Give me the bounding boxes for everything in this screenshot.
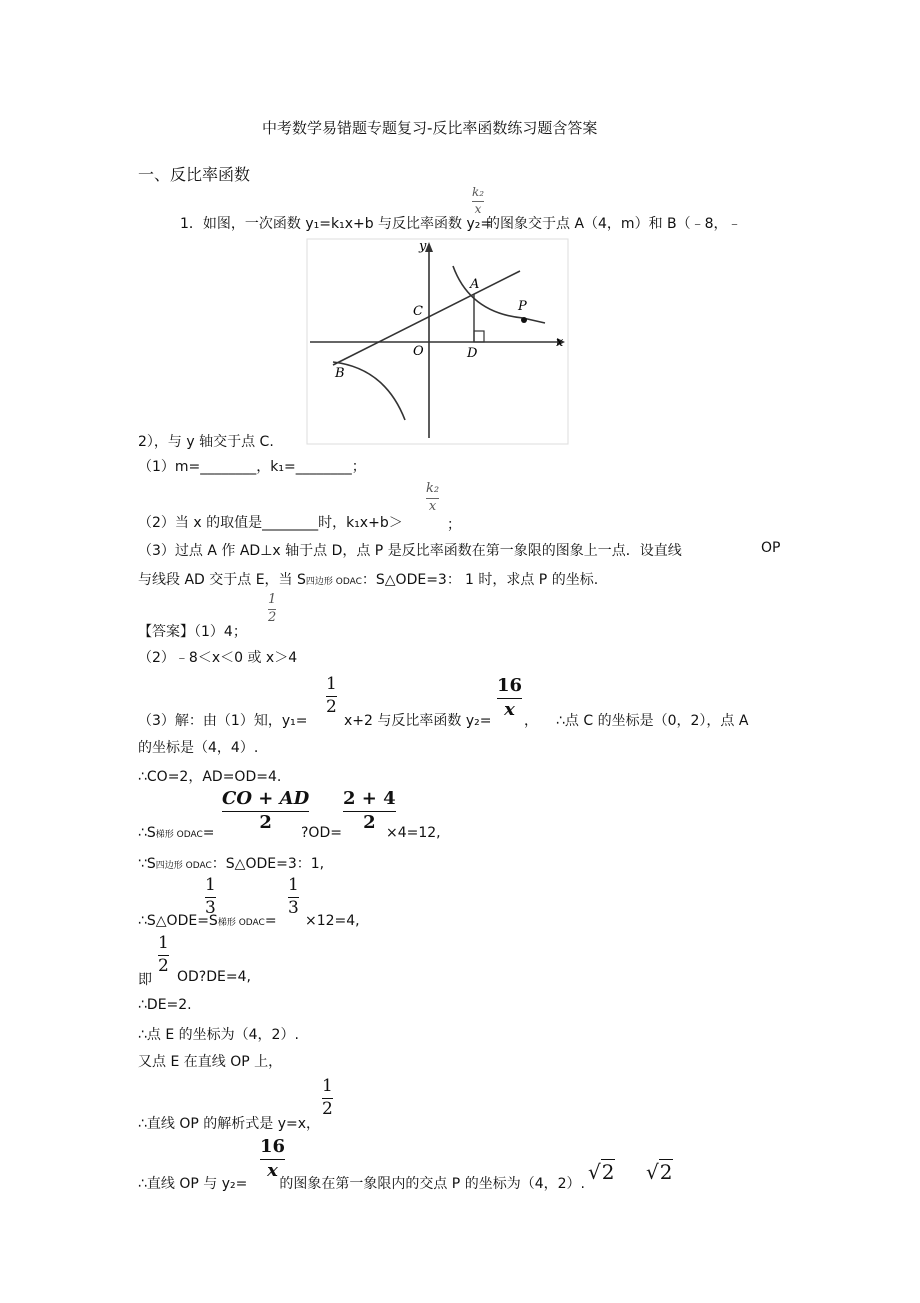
answer-part-2: （2）﹣8＜x＜0 或 x＞4 — [138, 650, 298, 666]
step-area-ode-result: ×12=4, — [305, 913, 360, 929]
fraction-k2-over-x: k₂ x — [472, 185, 485, 216]
question-2: （2）当 x 的取值是________时，k₁x+b＞ — [138, 515, 403, 531]
step-half-od-de-tail: OD?DE=4, — [177, 969, 251, 985]
answer-part-3-line-1: （3）解：由（1）知，y₁= — [138, 713, 308, 729]
problem-line-2: 2），与 y 轴交于点 C. — [138, 434, 274, 450]
answer-part-3-line-2: 的坐标是（4，4）. — [138, 740, 259, 756]
problem-line-1: 1．如图，一次函数 y₁=k₁x+b 与反比率函数 y₂= — [180, 216, 493, 232]
step-ratio: ∵S四边形 ODAC：S△ODE=3：1, — [138, 856, 325, 872]
fraction-one-half-od: 1 2 — [158, 933, 169, 976]
function-graph-figure — [305, 238, 570, 446]
label-c: C — [413, 304, 423, 319]
question-3-line-a-tail: OP — [761, 540, 781, 556]
label-a: A — [470, 277, 480, 292]
fraction-co-plus-ad-over-2: CO + AD 2 — [222, 788, 310, 833]
fraction-one-half-op: 1 2 — [322, 1076, 333, 1119]
label-x: x — [556, 335, 564, 350]
answer-part-3-line-1c: ∴点 C 的坐标是（0，2），点 A — [556, 713, 749, 729]
label-y: y — [419, 239, 427, 254]
fraction-16-over-x-final: 16 x — [260, 1136, 286, 1181]
question-2-tail: ； — [447, 517, 461, 533]
step-area-ode: ∴S△ODE=S梯形 ODAC= — [138, 913, 277, 929]
fraction-16-over-x: 16 x — [497, 675, 523, 720]
label-p: P — [518, 299, 527, 314]
fraction-one-half-y1: 1 2 — [326, 674, 337, 717]
fraction-one-third-b: 1 3 — [288, 875, 299, 918]
question-3-line-b-tail: 1 时，求点 P 的坐标. — [465, 572, 599, 588]
answer-head: 【答案】（1）4； — [138, 624, 247, 640]
question-3-line-a: （3）过点 A 作 AD⊥x 轴于点 D，点 P 是反比率函数在第一象限的图象上一点．设直线 — [138, 543, 682, 559]
step-area-od: ?OD= — [301, 825, 342, 841]
step-point-e: ∴点 E 的坐标为（4，2）. — [138, 1027, 299, 1043]
section-heading: 一、反比率函数 — [138, 165, 251, 184]
page-title: 中考数学易错题专题复习-反比率函数练习题含答案 — [262, 119, 598, 137]
sqrt-two-a: √2 — [588, 1160, 615, 1184]
step-area-result: ×4=12, — [386, 825, 441, 841]
fraction-one-half-answer: 1 2 — [268, 592, 277, 625]
point-p — [521, 317, 527, 323]
question-1: （1）m=________，k₁=________； — [138, 459, 366, 475]
hyperbola-branch-q1 — [453, 266, 545, 323]
sqrt-two-b: √2 — [646, 1160, 673, 1184]
step-intersection-p: ∴直线 OP 与 y₂= 的图象在第一象限内的交点 P 的坐标为（4，2）. — [138, 1176, 585, 1192]
answer-part-3-comma: ， — [524, 713, 538, 729]
label-b: B — [335, 366, 345, 381]
fraction-one-third-a: 1 3 — [205, 875, 216, 918]
step-area-trapezoid: ∴S梯形 ODAC= — [138, 825, 215, 841]
label-o: O — [413, 344, 424, 359]
linear-function-line — [333, 271, 520, 365]
right-angle-mark — [474, 331, 484, 342]
label-d: D — [467, 346, 478, 361]
fraction-2-plus-4-over-2: 2 + 4 2 — [343, 788, 396, 833]
step-half-od-de: 即 — [138, 972, 152, 988]
step-de: ∴DE=2. — [138, 997, 192, 1013]
step-line-op: ∴直线 OP 的解析式是 y=x， — [138, 1116, 321, 1132]
answer-part-3-line-1b: x+2 与反比率函数 y₂= — [344, 713, 492, 729]
fraction-k2-over-x-q2: k₂ x — [426, 481, 440, 514]
problem-line-1-tail: 的图象交于点 A（4，m）和 B（﹣8，﹣ — [486, 216, 742, 232]
question-3-line-b: 与线段 AD 交于点 E，当 S四边形 ODAC：S△ODE=3： — [138, 572, 461, 588]
step-e-on-op: 又点 E 在直线 OP 上， — [138, 1054, 283, 1070]
step-co-ad: ∴CO=2，AD=OD=4. — [138, 769, 282, 785]
